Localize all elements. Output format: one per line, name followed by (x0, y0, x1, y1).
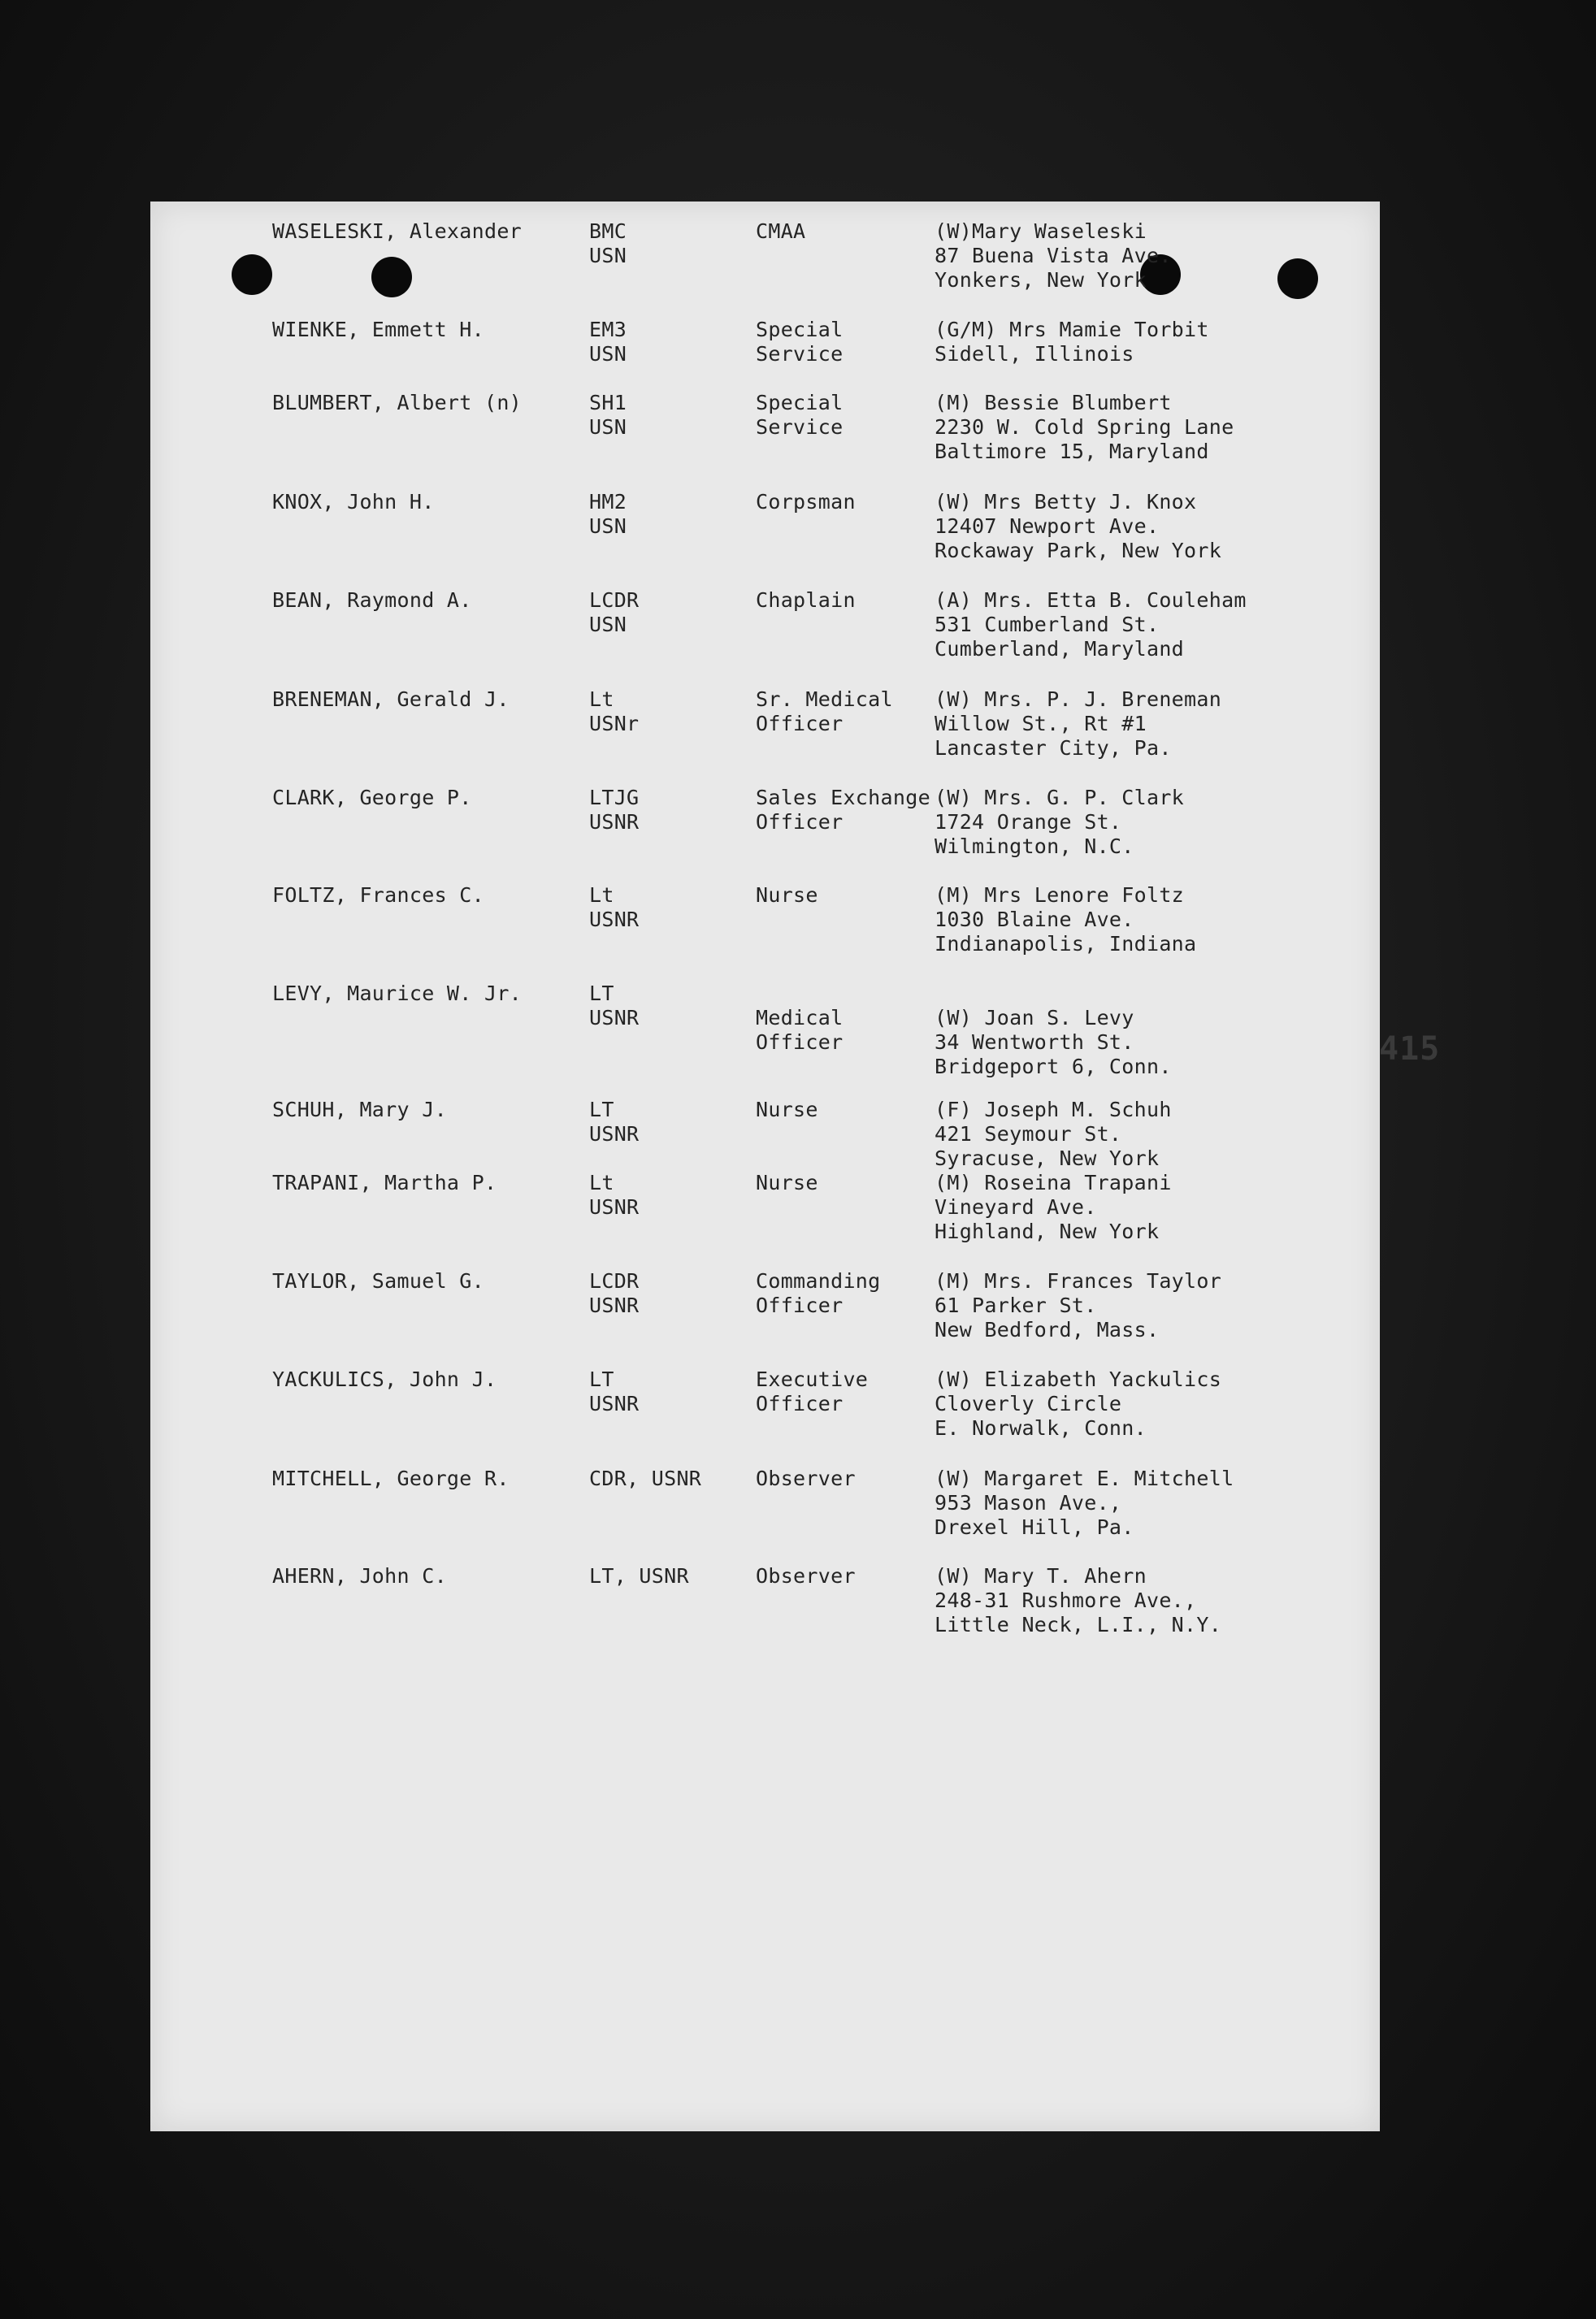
duty-assignment-line: Executive (756, 1368, 869, 1391)
next-of-kin (935, 490, 1221, 563)
duty-assignment-line: Officer (756, 712, 844, 735)
rank-service-line: LT (589, 1368, 614, 1391)
duty-assignment-line: Sales Exchange (756, 786, 930, 809)
next-of-kin-line: Cloverly Circle (935, 1392, 1122, 1415)
rank-service (589, 318, 627, 366)
next-of-kin-line: (W) Mrs Betty J. Knox (935, 490, 1197, 514)
next-of-kin (935, 687, 1221, 761)
punch-hole-center-left (371, 257, 412, 297)
rank-service (589, 1269, 639, 1318)
document-page (150, 202, 1441, 2131)
next-of-kin-line: (W) Margaret E. Mitchell (935, 1467, 1234, 1490)
duty-assignment-line: Nurse (756, 1098, 818, 1121)
rank-service-line: USNR (589, 1392, 640, 1415)
next-of-kin (935, 786, 1184, 859)
next-of-kin-line: Bridgeport 6, Conn. (935, 1055, 1172, 1078)
rank-service-line: USNR (589, 1122, 640, 1146)
page-number: 415 (1379, 1030, 1441, 1068)
duty-assignment (756, 982, 843, 1055)
rank-service-line: CDR, USNR (589, 1467, 702, 1490)
duty-assignment (756, 1467, 856, 1491)
next-of-kin-line: 87 Buena Vista Ave. (935, 244, 1172, 267)
next-of-kin-line: (M) Mrs Lenore Foltz (935, 883, 1185, 907)
rank-service-line: SH1 (589, 391, 627, 414)
next-of-kin (935, 1098, 1172, 1171)
next-of-kin-line: Drexel Hill, Pa. (935, 1515, 1134, 1539)
next-of-kin-line: 34 Wentworth St. (935, 1030, 1134, 1054)
rank-service (589, 1368, 639, 1416)
crew-name: KNOX, John H. (272, 490, 435, 514)
rank-service-line: LT, USNR (589, 1564, 689, 1588)
crew-name: LEVY, Maurice W. Jr. (272, 982, 523, 1005)
punch-hole-left (232, 254, 272, 295)
crew-name: BRENEMAN, Gerald J. (272, 687, 510, 711)
rank-service (589, 786, 639, 834)
rank-service-line: LT (589, 982, 614, 1005)
next-of-kin-line: (W) Mrs. G. P. Clark (935, 786, 1185, 809)
rank-service (589, 687, 639, 736)
next-of-kin-line: Cumberland, Maryland (935, 637, 1185, 661)
rank-service-line: USNr (589, 712, 640, 735)
duty-assignment-line: Chaplain (756, 588, 856, 612)
rank-service (589, 219, 627, 268)
next-of-kin-line: (W) Elizabeth Yackulics (935, 1368, 1222, 1391)
next-of-kin-line: Sidell, Illinois (935, 342, 1134, 366)
next-of-kin-line: (A) Mrs. Etta B. Couleham (935, 588, 1247, 612)
duty-assignment-line: Service (756, 342, 844, 366)
crew-name: SCHUH, Mary J. (272, 1098, 447, 1121)
duty-assignment-line: CMAA (756, 219, 806, 243)
rank-service (589, 883, 639, 932)
next-of-kin-line: (W)Mary Waseleski (935, 219, 1147, 243)
rank-service-line: Lt (589, 687, 614, 711)
rank-service-line: USN (589, 415, 627, 439)
duty-assignment (756, 1368, 868, 1416)
rank-service-line: Lt (589, 883, 614, 907)
next-of-kin-line: Yonkers, New York (935, 268, 1147, 292)
rank-service-line: USN (589, 244, 627, 267)
duty-assignment-line: Observer (756, 1467, 856, 1490)
duty-assignment-line: Sr. Medical (756, 687, 893, 711)
next-of-kin (935, 588, 1247, 661)
next-of-kin-line: (F) Joseph M. Schuh (935, 1098, 1172, 1121)
rank-service-line: USNR (589, 1195, 640, 1219)
next-of-kin-line: 12407 Newport Ave. (935, 514, 1160, 538)
next-of-kin-line: 61 Parker St. (935, 1294, 1097, 1317)
next-of-kin (935, 1171, 1172, 1244)
next-of-kin (935, 982, 1172, 1079)
crew-name: FOLTZ, Frances C. (272, 883, 484, 907)
next-of-kin (935, 318, 1209, 366)
duty-assignment-line: Officer (756, 1030, 844, 1054)
duty-assignment-line: Observer (756, 1564, 856, 1588)
rank-service-line: LT (589, 1098, 614, 1121)
rank-service-line: LTJG (589, 786, 640, 809)
duty-assignment (756, 687, 893, 736)
next-of-kin-line: 1030 Blaine Ave. (935, 908, 1134, 931)
duty-assignment (756, 786, 930, 834)
next-of-kin-line: Rockaway Park, New York (935, 539, 1222, 562)
rank-service (589, 1564, 689, 1589)
punch-hole-right (1277, 258, 1318, 299)
next-of-kin-line: Syracuse, New York (935, 1146, 1160, 1170)
next-of-kin-line: Lancaster City, Pa. (935, 736, 1172, 760)
next-of-kin-line: 953 Mason Ave., (935, 1491, 1122, 1515)
rank-service-line: USN (589, 514, 627, 538)
rank-service (589, 391, 627, 440)
next-of-kin-line: Wilmington, N.C. (935, 834, 1134, 858)
rank-service (589, 1171, 639, 1220)
rank-service-line: LCDR (589, 588, 640, 612)
crew-name: AHERN, John C. (272, 1564, 447, 1588)
crew-name: BLUMBERT, Albert (n) (272, 391, 523, 414)
rank-service (589, 982, 639, 1030)
duty-assignment-line: Medical (756, 1006, 844, 1029)
duty-assignment (756, 219, 805, 244)
next-of-kin-line: Baltimore 15, Maryland (935, 440, 1209, 463)
duty-assignment-line: Officer (756, 1294, 844, 1317)
rank-service-line: EM3 (589, 318, 627, 341)
duty-assignment (756, 1098, 818, 1122)
next-of-kin (935, 883, 1196, 956)
duty-assignment (756, 1171, 818, 1195)
duty-assignment-line: Corpsman (756, 490, 856, 514)
rank-service (589, 1467, 701, 1491)
next-of-kin-line: Indianapolis, Indiana (935, 932, 1197, 956)
crew-name: BEAN, Raymond A. (272, 588, 472, 612)
next-of-kin-line: (W) Mary T. Ahern (935, 1564, 1147, 1588)
next-of-kin-line: 248-31 Rushmore Ave., (935, 1589, 1197, 1612)
crew-name: TRAPANI, Martha P. (272, 1171, 497, 1194)
duty-assignment-line: Nurse (756, 883, 818, 907)
rank-service-line: HM2 (589, 490, 627, 514)
duty-assignment-line: Nurse (756, 1171, 818, 1194)
crew-name: WIENKE, Emmett H. (272, 318, 484, 341)
crew-name: CLARK, George P. (272, 786, 472, 809)
rank-service-line: USNR (589, 1006, 640, 1029)
rank-service-line: LCDR (589, 1269, 640, 1293)
rank-service (589, 588, 639, 637)
duty-assignment (756, 318, 843, 366)
duty-assignment (756, 490, 856, 514)
next-of-kin (935, 1467, 1234, 1540)
duty-assignment (756, 1564, 856, 1589)
rank-service-line: USNR (589, 908, 640, 931)
duty-assignment (756, 1269, 881, 1318)
next-of-kin-line: (M) Mrs. Frances Taylor (935, 1269, 1222, 1293)
next-of-kin-line: E. Norwalk, Conn. (935, 1416, 1147, 1440)
duty-assignment (756, 391, 843, 440)
next-of-kin (935, 391, 1234, 464)
rank-service (589, 1098, 639, 1146)
rank-service-line: USN (589, 613, 627, 636)
crew-name: TAYLOR, Samuel G. (272, 1269, 484, 1293)
next-of-kin-line: Highland, New York (935, 1220, 1160, 1243)
next-of-kin-line: Little Neck, L.I., N.Y. (935, 1613, 1222, 1636)
next-of-kin-line: 1724 Orange St. (935, 810, 1122, 834)
next-of-kin (935, 219, 1172, 293)
crew-name: WASELESKI, Alexander (272, 219, 523, 243)
next-of-kin-line: (W) Mrs. P. J. Breneman (935, 687, 1222, 711)
rank-service (589, 490, 627, 539)
next-of-kin-line: New Bedford, Mass. (935, 1318, 1160, 1342)
rank-service-line: USN (589, 342, 627, 366)
next-of-kin-line: Willow St., Rt #1 (935, 712, 1147, 735)
rank-service-line: Lt (589, 1171, 614, 1194)
next-of-kin-line: Vineyard Ave. (935, 1195, 1097, 1219)
duty-assignment (756, 588, 856, 613)
rank-service-line: BMC (589, 219, 627, 243)
rank-service-line: USNR (589, 1294, 640, 1317)
next-of-kin-line: 421 Seymour St. (935, 1122, 1122, 1146)
next-of-kin-line: (M) Roseina Trapani (935, 1171, 1172, 1194)
rank-service-line: USNR (589, 810, 640, 834)
next-of-kin (935, 1368, 1221, 1441)
next-of-kin-line: 531 Cumberland St. (935, 613, 1160, 636)
next-of-kin-line (935, 982, 1172, 1006)
next-of-kin (935, 1564, 1221, 1637)
duty-assignment (756, 883, 818, 908)
next-of-kin-line: (M) Bessie Blumbert (935, 391, 1172, 414)
duty-assignment-line: Officer (756, 1392, 844, 1415)
next-of-kin (935, 1269, 1221, 1342)
crew-name: MITCHELL, George R. (272, 1467, 510, 1490)
duty-assignment-line (756, 982, 843, 1006)
duty-assignment-line: Commanding (756, 1269, 881, 1293)
crew-name: YACKULICS, John J. (272, 1368, 497, 1391)
duty-assignment-line: Special (756, 318, 844, 341)
next-of-kin-line: (W) Joan S. Levy (935, 1006, 1134, 1029)
duty-assignment-line: Service (756, 415, 844, 439)
duty-assignment-line: Special (756, 391, 844, 414)
next-of-kin-line: 2230 W. Cold Spring Lane (935, 415, 1234, 439)
duty-assignment-line: Officer (756, 810, 844, 834)
next-of-kin-line: (G/M) Mrs Mamie Torbit (935, 318, 1209, 341)
